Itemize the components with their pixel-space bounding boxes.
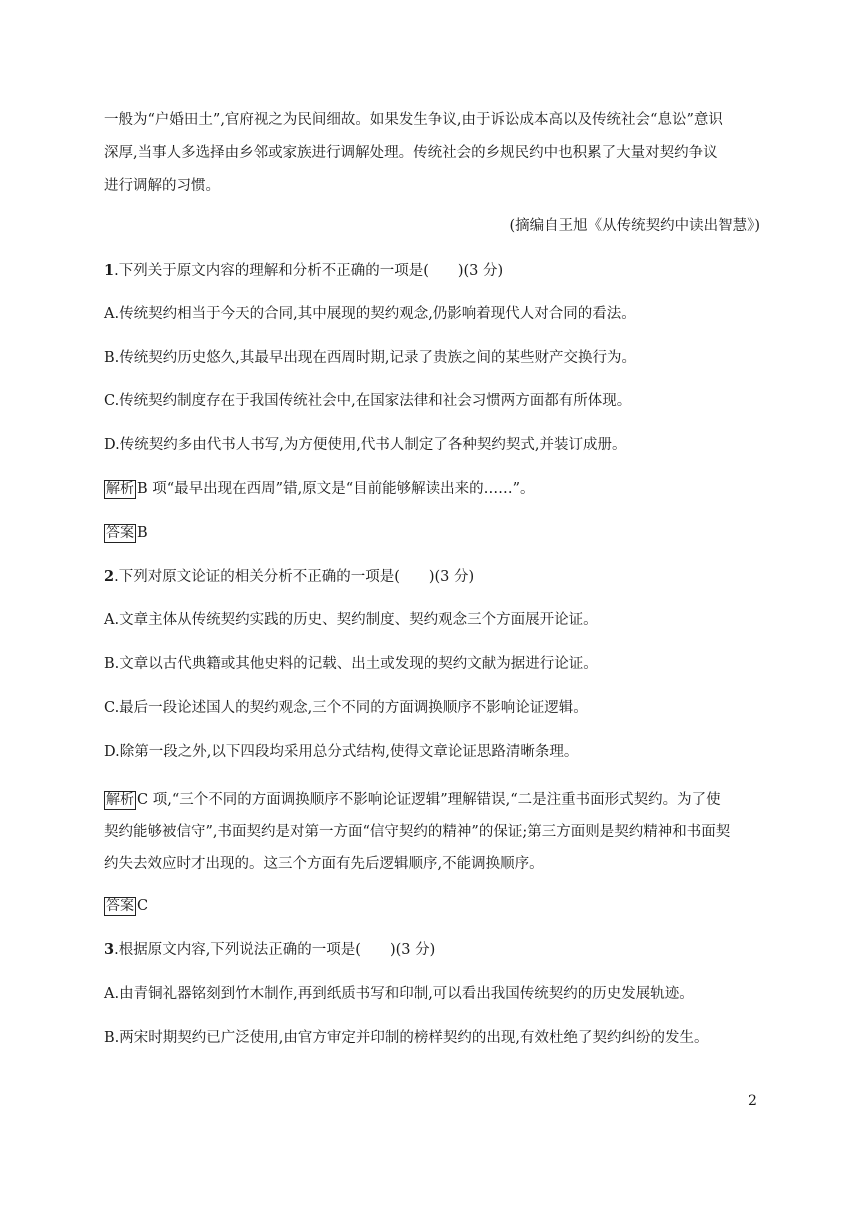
question-text: .下列对原文论证的相关分析不正确的一项是( )(3 分) <box>114 569 475 585</box>
q2-analysis-cont: 约失去效应时才出现的。这三个方面有先后逻辑顺序,不能调换顺序。 <box>104 856 544 872</box>
question-3-stem <box>104 940 764 960</box>
page-number: 2 <box>748 1093 757 1109</box>
q1-analysis <box>104 479 764 499</box>
passage-source: (摘编自王旭《从传统契约中读出智慧》) <box>509 218 760 234</box>
q2-option-d: D.除第一段之外,以下四段均采用总分式结构,使得文章论证思路清晰条理。 <box>104 744 579 760</box>
analysis-label: 解析 <box>106 481 134 497</box>
q1-option-c: C.传统契约制度存在于我国传统社会中,在国家法律和社会习惯两方面都有所体现。 <box>104 393 632 409</box>
q1-option-d: D.传统契约多由代书人书写,为方便使用,代书人制定了各种契约契式,并装订成册。 <box>104 437 627 453</box>
answer-label: 答案 <box>106 898 134 914</box>
analysis-text: C 项,“三个不同的方面调换顺序不影响论证逻辑”理解错误,“二是注重书面形式契约。为了使 <box>137 792 721 808</box>
q1-option-a: A.传统契约相当于今天的合同,其中展现的契约观念,仍影响着现代人对合同的看法。 <box>104 306 636 322</box>
question-2-stem <box>104 567 764 587</box>
q1-option-b: B.传统契约历史悠久,其最早出现在西周时期,记录了贵族之间的某些财产交换行为。 <box>104 350 636 366</box>
answer-label: 答案 <box>106 525 134 541</box>
question-number: 3 <box>104 941 115 958</box>
q3-option-a: A.由青铜礼器铭刻到竹木制作,再到纸质书写和印制,可以看出我国传统契约的历史发展轨迹。 <box>104 986 694 1002</box>
passage-line: 深厚,当事人多选择由乡邻或家族进行调解处理。传统社会的乡规民约中也积累了大量对契约争议 <box>104 145 718 161</box>
q2-option-c: C.最后一段论述国人的契约观念,三个不同的方面调换顺序不影响论证逻辑。 <box>104 700 588 716</box>
q2-answer <box>104 896 764 916</box>
answer-text: C <box>137 898 149 914</box>
question-number: 2 <box>104 568 115 585</box>
passage-line: 进行调解的习惯。 <box>104 178 220 194</box>
analysis-text: B 项“最早出现在西周”错,原文是“目前能够解读出来的……”。 <box>137 481 535 497</box>
q2-analysis-cont: 契约能够被信守”,书面契约是对第一方面“信守契约的精神”的保证;第三方面则是契约精神和书面契 <box>104 824 731 840</box>
question-number: 1 <box>104 262 115 279</box>
q3-option-b: B.两宋时期契约已广泛使用,由官方审定并印制的榜样契约的出现,有效杜绝了契约纠纷的发生。 <box>104 1030 709 1046</box>
q1-answer <box>104 523 764 543</box>
question-1-stem <box>104 261 764 281</box>
question-text: .下列关于原文内容的理解和分析不正确的一项是( )(3 分) <box>114 263 504 279</box>
question-text: .根据原文内容,下列说法正确的一项是( )(3 分) <box>114 942 436 958</box>
q2-option-a: A.文章主体从传统契约实践的历史、契约制度、契约观念三个方面展开论证。 <box>104 612 598 628</box>
q2-analysis <box>104 790 764 810</box>
answer-text: B <box>137 525 148 541</box>
q2-option-b: B.文章以古代典籍或其他史料的记载、出土或发现的契约文献为据进行论证。 <box>104 656 598 672</box>
passage-line: 一般为“户婚田土”,官府视之为民间细故。如果发生争议,由于诉讼成本高以及传统社会“息讼”意识 <box>104 112 723 128</box>
analysis-label: 解析 <box>106 792 134 808</box>
